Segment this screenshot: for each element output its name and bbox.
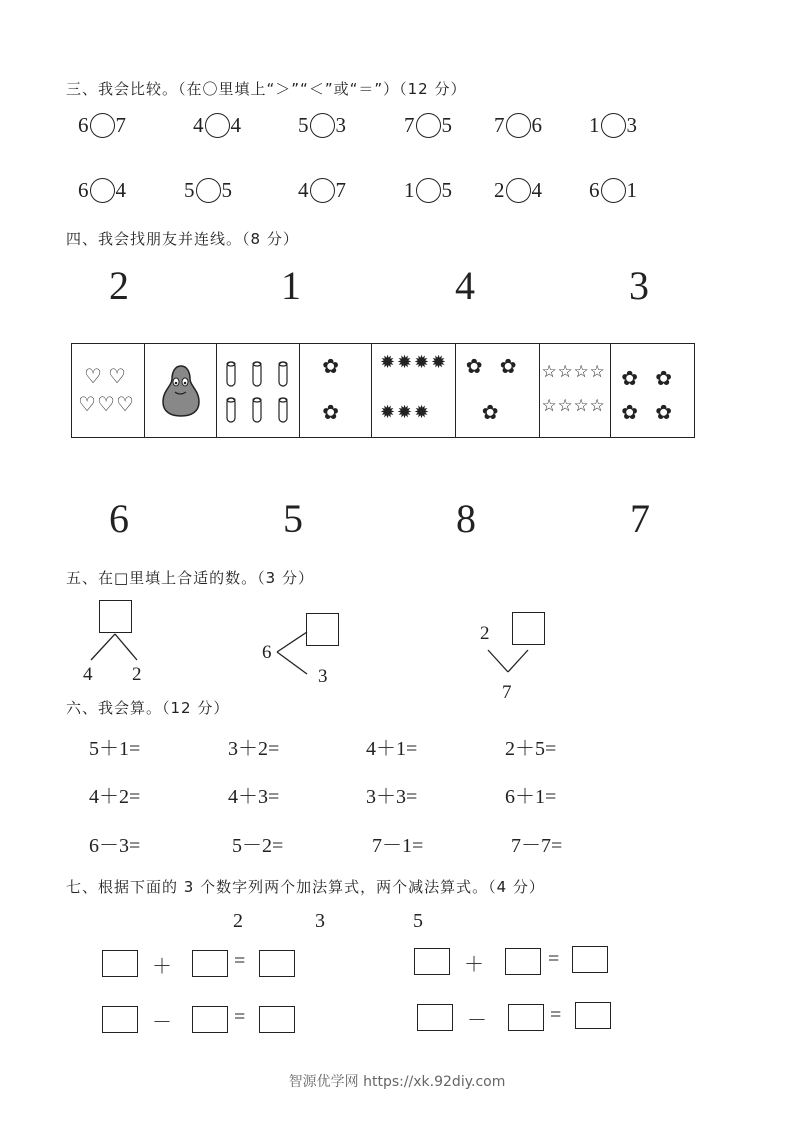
compare-item: 5 5 <box>184 178 232 202</box>
answer-box[interactable] <box>505 948 541 975</box>
picture-row <box>71 343 695 438</box>
answer-box[interactable] <box>102 950 138 977</box>
given-number: 3 <box>315 910 325 932</box>
bottom-number[interactable]: 7 <box>630 496 650 541</box>
answer-circle[interactable] <box>310 178 335 203</box>
tree-number: 2 <box>480 623 490 644</box>
answer-circle[interactable] <box>90 113 115 138</box>
answer-circle[interactable] <box>90 178 115 203</box>
star-icon: ☆ <box>541 362 557 382</box>
answer-box[interactable] <box>99 600 132 633</box>
calc-item[interactable]: 5－2= <box>232 835 284 857</box>
bottom-number[interactable]: 8 <box>456 496 476 541</box>
minus-sign: － <box>152 1012 172 1034</box>
flower-icon: ✿ <box>621 366 639 390</box>
bottom-number[interactable]: 6 <box>109 496 129 541</box>
answer-circle[interactable] <box>506 113 531 138</box>
calc-item[interactable]: 7－7= <box>511 835 563 857</box>
star-icon: ☆ <box>589 396 605 416</box>
picture-cell-cylinders[interactable] <box>217 344 301 437</box>
answer-circle[interactable] <box>205 113 230 138</box>
heart-icon: ♡ <box>116 392 134 416</box>
top-number[interactable]: 1 <box>281 263 301 308</box>
compare-item: 6 7 <box>78 113 126 137</box>
answer-box[interactable] <box>417 1004 453 1031</box>
answer-box[interactable] <box>102 1006 138 1033</box>
answer-box[interactable] <box>512 612 545 645</box>
calc-item[interactable]: 7－1= <box>372 835 424 857</box>
equals-sign: = <box>548 948 560 970</box>
star-icon: ☆ <box>541 396 557 416</box>
compare-item: 6 1 <box>589 178 637 202</box>
answer-box[interactable] <box>259 950 295 977</box>
star-icon: ☆ <box>573 362 589 382</box>
tree-number: 7 <box>502 682 512 703</box>
flower-icon: ✿ <box>322 354 340 378</box>
sun-icon: ✹ <box>397 352 413 373</box>
given-number: 2 <box>233 910 243 932</box>
equals-sign: = <box>234 950 246 972</box>
tree-number: 2 <box>132 664 142 685</box>
calc-item[interactable]: 5＋1= <box>89 738 141 760</box>
sun-icon: ✹ <box>414 402 430 423</box>
flower-icon: ✿ <box>621 400 639 424</box>
calc-item[interactable]: 3＋3= <box>366 786 418 808</box>
compare-item: 4 7 <box>298 178 346 202</box>
answer-circle[interactable] <box>196 178 221 203</box>
answer-box[interactable] <box>572 946 608 973</box>
tree-number: 3 <box>318 666 328 687</box>
flower-icon: ✿ <box>655 366 673 390</box>
star-icon: ☆ <box>557 362 573 382</box>
sun-icon: ✹ <box>397 402 413 423</box>
star-icon: ☆ <box>589 362 605 382</box>
calc-item[interactable]: 4＋1= <box>366 738 418 760</box>
heart-icon: ♡ <box>84 364 102 388</box>
compare-item: 5 3 <box>298 113 346 137</box>
star-icon: ☆ <box>557 396 573 416</box>
sun-icon: ✹ <box>431 352 447 373</box>
compare-item: 2 4 <box>494 178 542 202</box>
answer-box[interactable] <box>414 948 450 975</box>
compare-item: 7 5 <box>404 113 452 137</box>
flower-icon: ✿ <box>322 400 340 424</box>
picture-cell-hearts[interactable] <box>72 344 145 437</box>
footer-watermark: 智源优学网 https://xk.92diy.com <box>288 1074 506 1090</box>
compare-item: 1 3 <box>589 113 637 137</box>
calc-item[interactable]: 6＋1= <box>505 786 557 808</box>
picture-cell-flowers-3[interactable] <box>456 344 540 437</box>
top-number[interactable]: 4 <box>455 263 475 308</box>
minus-sign: － <box>467 1010 487 1032</box>
top-number[interactable]: 3 <box>629 263 649 308</box>
sun-icon: ✹ <box>380 352 396 373</box>
answer-circle[interactable] <box>416 113 441 138</box>
answer-box[interactable] <box>192 1006 228 1033</box>
star-icon: ☆ <box>573 396 589 416</box>
cylinder-icon <box>225 358 293 426</box>
flower-icon: ✿ <box>655 400 673 424</box>
flower-icon: ✿ <box>499 354 517 378</box>
section6-heading: 六、我会算。（12 分） <box>66 699 230 717</box>
picture-cell-pear[interactable] <box>145 344 217 437</box>
equals-sign: = <box>234 1006 246 1028</box>
picture-cell-suns[interactable] <box>372 344 456 437</box>
calc-item[interactable]: 4＋3= <box>228 786 280 808</box>
answer-box[interactable] <box>508 1004 544 1031</box>
section5-heading: 五、在□里填上合适的数。（3 分） <box>66 569 314 587</box>
equals-sign: = <box>550 1004 562 1026</box>
answer-circle[interactable] <box>310 113 335 138</box>
heart-icon: ♡ <box>108 364 126 388</box>
given-number: 5 <box>413 910 423 932</box>
section7-heading: 七、根据下面的 3 个数字列两个加法算式，两个减法算式。（4 分） <box>66 878 545 896</box>
answer-box[interactable] <box>575 1002 611 1029</box>
calc-item[interactable]: 2＋5= <box>505 738 557 760</box>
compare-item: 4 4 <box>193 113 241 137</box>
pear-icon <box>159 362 203 418</box>
answer-box[interactable] <box>259 1006 295 1033</box>
branch-lines <box>85 632 145 662</box>
flower-icon: ✿ <box>465 354 483 378</box>
top-number[interactable]: 2 <box>109 263 129 308</box>
picture-cell-flowers-4[interactable] <box>611 344 694 437</box>
picture-cell-stars[interactable] <box>540 344 612 437</box>
compare-item: 1 5 <box>404 178 452 202</box>
plus-sign: ＋ <box>464 954 484 976</box>
section4-heading: 四、我会找朋友并连线。（8 分） <box>66 230 299 248</box>
compare-item: 7 6 <box>494 113 542 137</box>
branch-lines <box>484 646 534 676</box>
answer-circle[interactable] <box>506 178 531 203</box>
answer-circle[interactable] <box>601 113 626 138</box>
bottom-number[interactable]: 5 <box>283 496 303 541</box>
picture-cell-flowers-2[interactable] <box>300 344 372 437</box>
answer-box[interactable] <box>192 950 228 977</box>
sun-icon: ✹ <box>414 352 430 373</box>
answer-box[interactable] <box>306 613 339 646</box>
heart-icon: ♡ <box>78 392 96 416</box>
answer-circle[interactable] <box>601 178 626 203</box>
tree-number: 6 <box>262 642 272 663</box>
section3-heading: 三、我会比较。（在〇里填上“＞”“＜”或“＝”）（12 分） <box>66 80 467 98</box>
heart-icon: ♡ <box>97 392 115 416</box>
calc-item[interactable]: 4＋2= <box>89 786 141 808</box>
calc-item[interactable]: 3＋2= <box>228 738 280 760</box>
tree-number: 4 <box>83 664 93 685</box>
calc-item[interactable]: 6－3= <box>89 835 141 857</box>
answer-circle[interactable] <box>416 178 441 203</box>
flower-icon: ✿ <box>481 400 499 424</box>
sun-icon: ✹ <box>380 402 396 423</box>
compare-item: 6 4 <box>78 178 126 202</box>
plus-sign: ＋ <box>152 956 172 978</box>
